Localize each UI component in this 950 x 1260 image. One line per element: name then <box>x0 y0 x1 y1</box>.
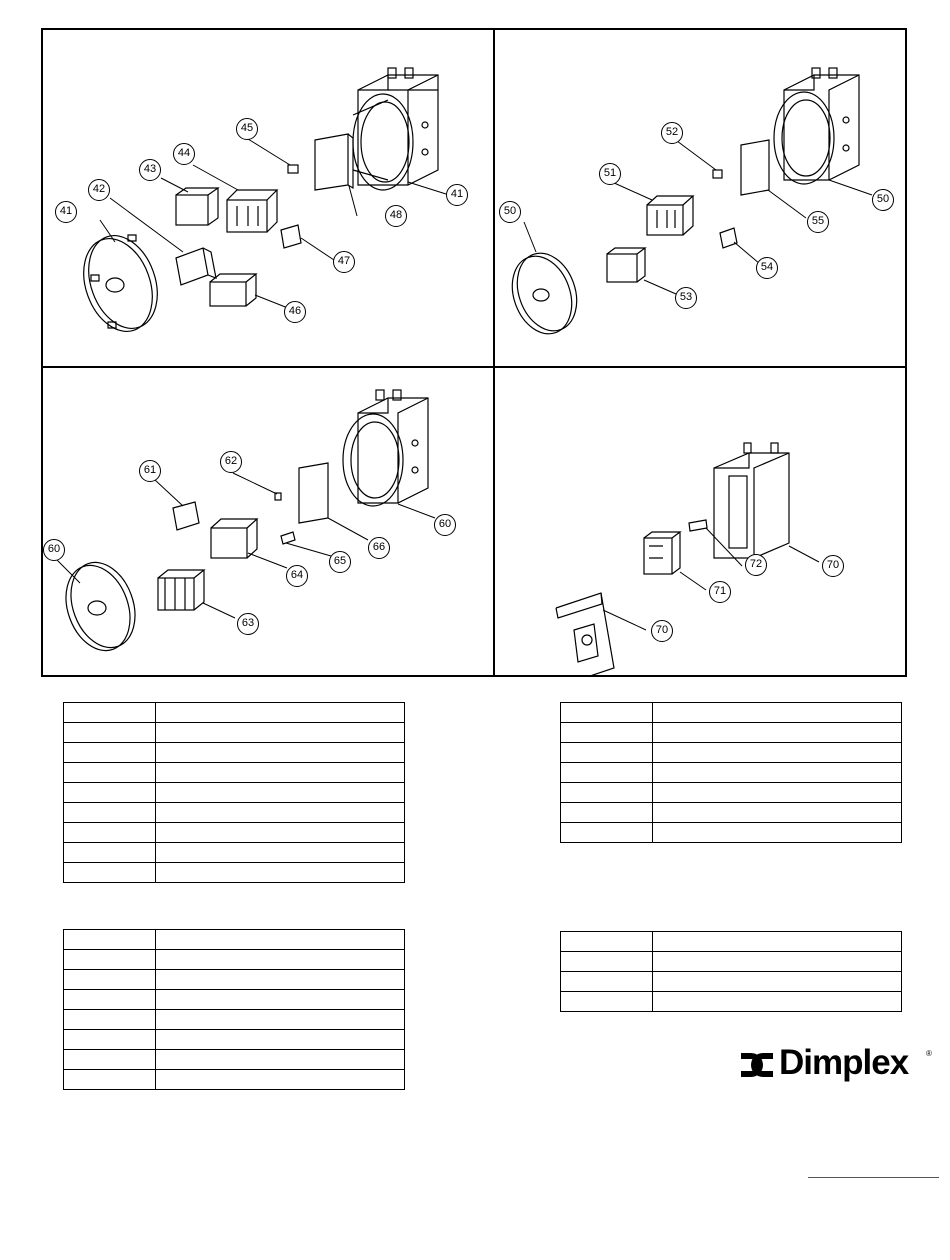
table-row <box>64 1010 405 1030</box>
part-description-cell <box>653 972 902 992</box>
table-row <box>64 763 405 783</box>
part-number-cell <box>64 950 156 970</box>
exploded-view-panel-3 <box>43 368 492 676</box>
part-description-cell <box>653 952 902 972</box>
part-callout: 65 <box>329 551 351 573</box>
part-callout: 53 <box>675 287 697 309</box>
part-description-cell <box>156 970 405 990</box>
footer-link-underline[interactable] <box>808 1177 939 1178</box>
table-row <box>64 703 405 723</box>
part-description-cell <box>156 950 405 970</box>
part-callout: 41 <box>446 184 468 206</box>
table-row <box>64 950 405 970</box>
part-number-cell <box>561 703 653 723</box>
part-callout: 43 <box>139 159 161 181</box>
part-description-cell <box>156 863 405 883</box>
exploded-view-drawing-3 <box>43 368 492 676</box>
part-callout: 41 <box>55 201 77 223</box>
part-callout: 64 <box>286 565 308 587</box>
part-number-cell <box>64 823 156 843</box>
table-row <box>64 930 405 950</box>
table-row <box>64 783 405 803</box>
part-number-cell <box>64 723 156 743</box>
part-callout: 72 <box>745 554 767 576</box>
part-description-cell <box>653 783 902 803</box>
part-description-cell <box>156 783 405 803</box>
table-row <box>561 743 902 763</box>
part-number-cell <box>561 972 653 992</box>
part-callout: 55 <box>807 211 829 233</box>
table-row <box>561 823 902 843</box>
part-description-cell <box>653 803 902 823</box>
part-callout: 50 <box>872 189 894 211</box>
part-description-cell <box>653 992 902 1012</box>
part-number-cell <box>64 803 156 823</box>
part-callout: 61 <box>139 460 161 482</box>
part-number-cell <box>64 783 156 803</box>
part-number-cell <box>561 803 653 823</box>
exploded-view-drawing-2 <box>494 30 906 365</box>
part-number-cell <box>64 1010 156 1030</box>
parts-table-70-series <box>560 931 902 1012</box>
part-description-cell <box>653 743 902 763</box>
part-description-cell <box>156 1070 405 1090</box>
table-row <box>561 992 902 1012</box>
part-description-cell <box>156 930 405 950</box>
dimplex-logo-mark <box>738 1049 776 1081</box>
part-description-cell <box>156 803 405 823</box>
part-number-cell <box>561 743 653 763</box>
exploded-view-panel-1 <box>43 30 492 365</box>
parts-table-60-series <box>63 929 405 1090</box>
part-number-cell <box>64 930 156 950</box>
table-row <box>64 1030 405 1050</box>
table-row <box>64 723 405 743</box>
table-row <box>64 863 405 883</box>
part-description-cell <box>156 1050 405 1070</box>
part-number-cell <box>64 743 156 763</box>
part-number-cell <box>561 783 653 803</box>
part-description-cell <box>156 703 405 723</box>
table-row <box>561 952 902 972</box>
part-callout: 60 <box>434 514 456 536</box>
part-description-cell <box>156 723 405 743</box>
part-callout: 62 <box>220 451 242 473</box>
exploded-view-panel-2 <box>494 30 906 365</box>
part-number-cell <box>64 1050 156 1070</box>
parts-table-50-series <box>560 702 902 843</box>
table-row <box>64 803 405 823</box>
table-row <box>561 972 902 992</box>
part-number-cell <box>561 952 653 972</box>
part-number-cell <box>64 1070 156 1090</box>
part-number-cell <box>64 970 156 990</box>
part-description-cell <box>653 703 902 723</box>
part-description-cell <box>653 932 902 952</box>
part-number-cell <box>64 863 156 883</box>
part-callout: 60 <box>43 539 65 561</box>
exploded-view-drawing-4 <box>494 368 906 676</box>
part-callout: 52 <box>661 122 683 144</box>
part-callout: 54 <box>756 257 778 279</box>
table-row <box>561 932 902 952</box>
table-row <box>561 703 902 723</box>
part-callout: 44 <box>173 143 195 165</box>
part-description-cell <box>156 1030 405 1050</box>
part-callout: 71 <box>709 581 731 603</box>
part-callout: 66 <box>368 537 390 559</box>
part-number-cell <box>64 763 156 783</box>
part-number-cell <box>561 992 653 1012</box>
table-row <box>64 970 405 990</box>
part-callout: 70 <box>651 620 673 642</box>
part-callout: 47 <box>333 251 355 273</box>
part-description-cell <box>653 823 902 843</box>
table-row <box>561 803 902 823</box>
dimplex-logo <box>738 1045 938 1085</box>
part-description-cell <box>156 990 405 1010</box>
part-callout: 42 <box>88 179 110 201</box>
part-number-cell <box>561 932 653 952</box>
part-callout: 50 <box>499 201 521 223</box>
part-callout: 48 <box>385 205 407 227</box>
part-description-cell <box>156 763 405 783</box>
table-row <box>561 723 902 743</box>
part-number-cell <box>561 763 653 783</box>
part-callout: 46 <box>284 301 306 323</box>
table-row <box>64 743 405 763</box>
table-row <box>64 1050 405 1070</box>
part-description-cell <box>156 1010 405 1030</box>
brand-name: Dimplex <box>779 1043 909 1082</box>
part-number-cell <box>64 843 156 863</box>
exploded-view-drawing-1 <box>43 30 492 365</box>
part-number-cell <box>64 1030 156 1050</box>
part-number-cell <box>561 823 653 843</box>
part-callout: 70 <box>822 555 844 577</box>
table-row <box>561 783 902 803</box>
part-description-cell <box>653 763 902 783</box>
exploded-view-panel-4 <box>494 368 906 676</box>
part-callout: 51 <box>599 163 621 185</box>
part-description-cell <box>156 823 405 843</box>
part-number-cell <box>64 703 156 723</box>
table-row <box>64 990 405 1010</box>
table-row <box>561 763 902 783</box>
table-row <box>64 843 405 863</box>
part-description-cell <box>156 843 405 863</box>
part-number-cell <box>64 990 156 1010</box>
table-row <box>64 823 405 843</box>
parts-table-40-series <box>63 702 405 883</box>
part-callout: 63 <box>237 613 259 635</box>
part-description-cell <box>653 723 902 743</box>
part-number-cell <box>561 723 653 743</box>
part-callout: 45 <box>236 118 258 140</box>
registered-mark: ® <box>926 1049 932 1058</box>
part-description-cell <box>156 743 405 763</box>
table-row <box>64 1070 405 1090</box>
